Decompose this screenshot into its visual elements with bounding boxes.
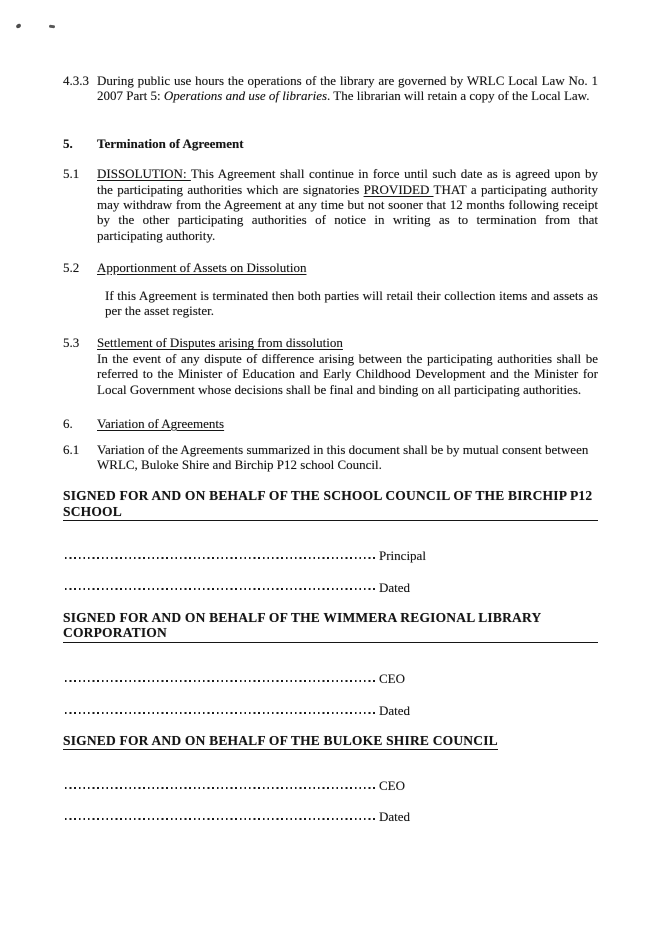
signature-role-label: Dated — [379, 703, 411, 719]
clause-text-segment: . The librarian will retain a copy of the Local Law. — [327, 88, 590, 104]
signature-heading — [63, 733, 598, 750]
signature-role-label: CEO — [379, 670, 405, 686]
clause-text-segment: THAT a participating authority may withdraw from the Agreement at any time but not sooner that 12 months following receipt by the other participating authorities of notice in writing as to termination from that participating authority. — [97, 181, 598, 243]
signature-role-label: Principal — [379, 548, 426, 564]
ink-speck — [16, 23, 22, 28]
section-title: Variation of Agreements — [97, 416, 225, 432]
clause-5-3 — [63, 335, 598, 397]
signature-dotted-leader — [65, 580, 376, 592]
clause-text-segment: Variation of the Agreements summarized in this document shall be by mutual consent between WRLC, Buloke Shire and Birchip P12 school Council. — [97, 441, 589, 472]
clause-text-segment: In the event of any dispute of difference arising between the participating authorities shall be referred to the Minister of Education and Early Childhood Development and the Minister for Local Government whose decisions shall be final and binding on all participating authorities. — [97, 350, 598, 397]
signature-line — [63, 703, 598, 718]
signature-role-label: Dated — [379, 809, 411, 825]
signature-line — [63, 580, 598, 595]
section-5-heading — [63, 136, 598, 151]
signature-line — [63, 548, 598, 563]
clause-number: 6.1 — [63, 441, 80, 457]
section-title: Termination of Agreement — [97, 135, 244, 151]
section-number: 5. — [63, 135, 73, 151]
clause-heading: Apportionment of Assets on Dissolution — [97, 260, 307, 276]
section-6-heading — [63, 416, 598, 431]
dissolution-term: DISSOLUTION: — [97, 166, 191, 182]
signature-dotted-leader — [65, 671, 376, 683]
signature-block-school-council — [63, 488, 598, 595]
section-number: 6. — [63, 416, 73, 432]
signature-block-library-corporation — [63, 610, 598, 719]
clause-5-2-heading — [63, 260, 598, 275]
signature-role-label: CEO — [379, 777, 405, 793]
provided-term: PROVIDED — [363, 181, 434, 197]
signature-dotted-leader — [65, 703, 376, 715]
clause-number: 5.3 — [63, 335, 80, 351]
signature-role-label: Dated — [379, 579, 411, 595]
signature-line — [63, 778, 598, 793]
signature-heading-text: SIGNED FOR AND ON BEHALF OF THE BULOKE SHIRE COUNCIL — [63, 733, 498, 750]
clause-number: 5.2 — [63, 260, 80, 276]
clause-text-segment: This Agreement shall continue in force until such date as is agreed upon by the participating authorities which are signatories — [97, 166, 598, 197]
signature-heading — [63, 488, 598, 521]
clause-6-1 — [63, 442, 598, 473]
signature-dotted-leader — [65, 809, 376, 821]
signature-block-shire-council — [63, 733, 598, 825]
clause-number: 5.1 — [63, 166, 80, 182]
signature-heading-text: SIGNED FOR AND ON BEHALF OF THE SCHOOL COUNCIL OF THE BIRCHIP P12 SCHOOL — [63, 488, 598, 521]
clause-number: 4.3.3 — [63, 73, 89, 88]
clause-text-segment: During public use hours the operations of the library are governed by WRLC Local Law No. 1 2007 Part 5: — [97, 73, 598, 104]
signature-line — [63, 809, 598, 824]
italic-citation: Operations and use of libraries — [163, 88, 328, 104]
clause-5-1 — [63, 166, 598, 243]
clause-4-3-3 — [63, 73, 598, 104]
ink-speck — [49, 25, 55, 29]
clause-heading: Settlement of Disputes arising from dissolution — [97, 335, 343, 351]
signature-heading-text: SIGNED FOR AND ON BEHALF OF THE WIMMERA REGIONAL LIBRARY CORPORATION — [63, 610, 598, 643]
signature-heading — [63, 610, 598, 643]
signature-dotted-leader — [65, 778, 376, 790]
clause-5-2-body: If this Agreement is terminated then both parties will retail their collection items and assets as per the asset register. — [105, 287, 598, 319]
signature-line — [63, 671, 598, 686]
signature-dotted-leader — [65, 548, 376, 560]
